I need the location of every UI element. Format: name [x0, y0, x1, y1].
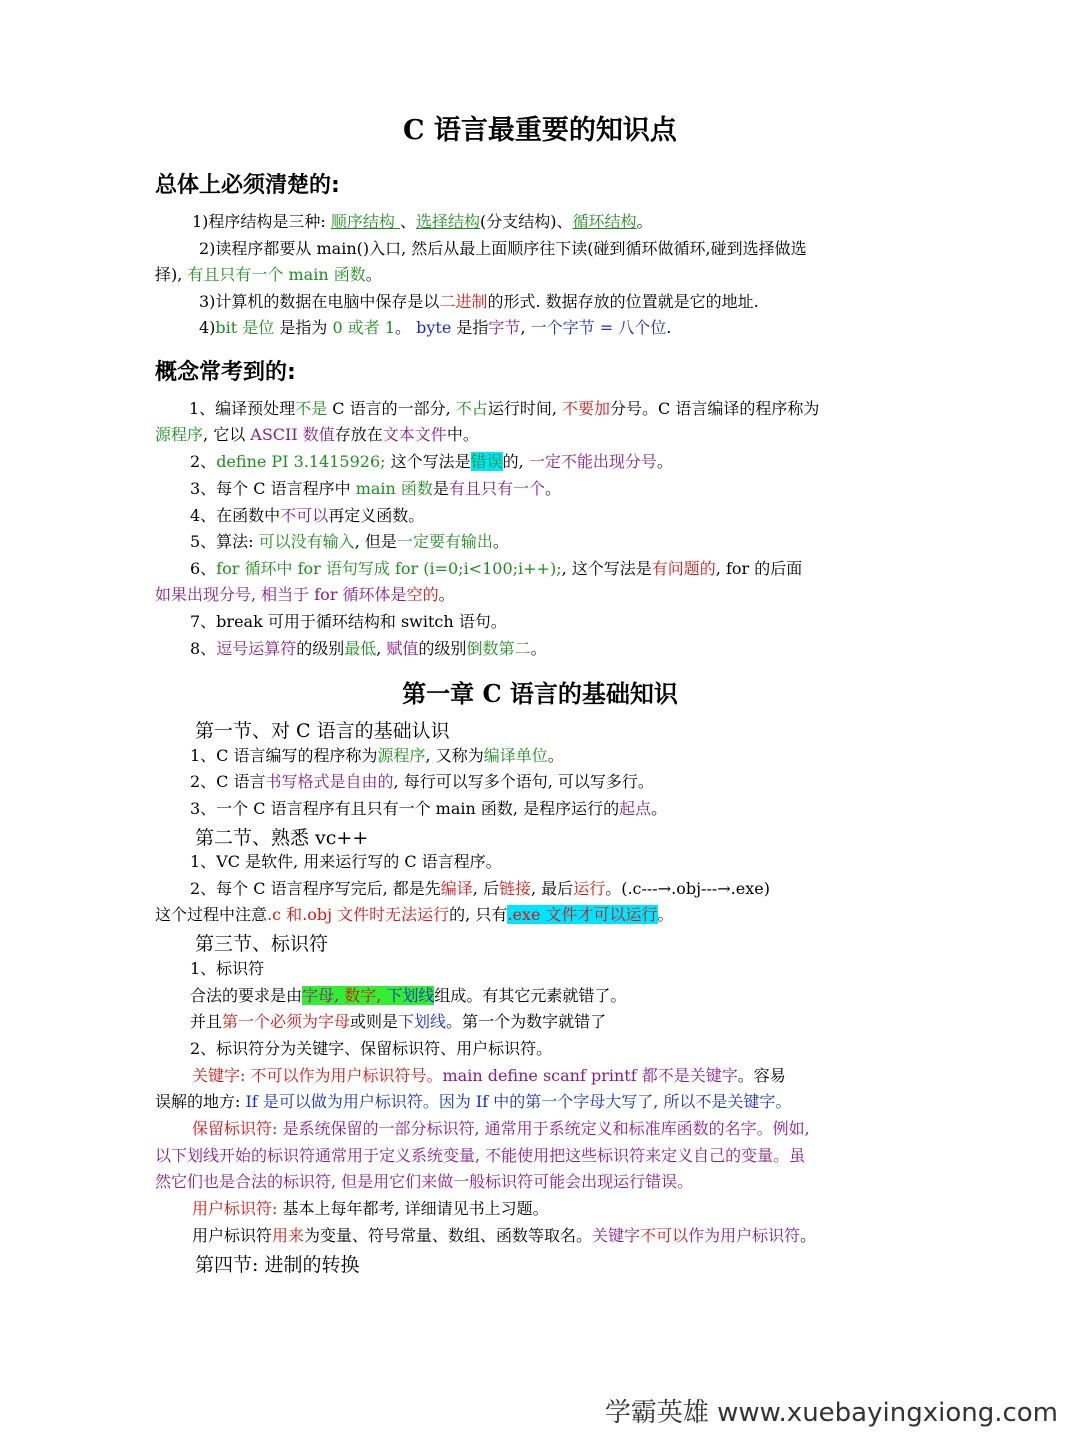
user-ident-line-2: 用户标识符用来为变量、符号常量、数组、函数等取名。关键字不可以作为用户标识符。 [192, 1226, 817, 1245]
reserved-line-1: 保留标识符: 是系统保留的一部分标识符, 通常用于系统定义和标准库函数的名字。例如, [192, 1119, 810, 1138]
overall-line-3: 3)计算机的数据在电脑中保存是以二进制的形式. 数据存放的位置就是它的地址. [199, 292, 759, 311]
concept-3: 3、每个 C 语言程序中 main 函数是有且只有一个。 [190, 479, 561, 498]
section-2-heading: 第二节、熟悉 vc++ [195, 827, 369, 849]
concept-1b: 源程序, 它以 ASCII 数值存放在文本文件中。 [155, 425, 479, 444]
section-4-heading: 第四节: 进制的转换 [195, 1254, 360, 1276]
s1-line-1: 1、C 语言编写的程序称为源程序, 又称为编译单位。 [190, 746, 564, 765]
concept-2: 2、define PI 3.1415926; 这个写法是错误的, 一定不能出现分号。 [190, 452, 673, 471]
chapter-1-heading: 第一章 C 语言的基础知识 [402, 679, 678, 708]
s3-line-2: 合法的要求是由字母, 数字, 下划线组成。有其它元素就错了。 [190, 986, 627, 1005]
concept-7: 7、break 可用于循环结构和 switch 语句。 [190, 612, 507, 631]
overall-line-2a: 2)读程序都要从 main()入口, 然后从最上面顺序往下读(碰到循环做循环,碰到选择做选 [199, 239, 807, 258]
watermark: 学霸英雄 www.xuebayingxiong.com [604, 1398, 1058, 1428]
section-1-heading: 第一节、对 C 语言的基础认识 [195, 720, 450, 742]
heading-concepts: 概念常考到的: [155, 360, 296, 385]
concept-6b: 如果出现分号, 相当于 for 循环体是空的。 [155, 585, 455, 604]
page-title: C 语言最重要的知识点 [403, 115, 677, 146]
concept-5: 5、算法: 可以没有输入, 但是一定要有输出。 [190, 532, 509, 551]
overall-line-2b: 择), 有且只有一个 main 函数。 [155, 265, 382, 284]
heading-overall: 总体上必须清楚的: [155, 173, 340, 198]
s2-line-1: 1、VC 是软件, 用来运行写的 C 语言程序。 [190, 852, 502, 871]
section-3-heading: 第三节、标识符 [195, 933, 329, 955]
s2-line-2a: 2、每个 C 语言程序写完后, 都是先编译, 后链接, 最后运行。(.c---→.obj---→.exe) [190, 879, 770, 898]
concept-1a: 1、编译预处理不是 C 语言的一部分, 不占运行时间, 不要加分号。C 语言编译的程序称为 [189, 399, 820, 418]
overall-line-4: 4)bit 是位 是指为 0 或者 1。 byte 是指字节, 一个字节 = 八个位. [199, 318, 672, 337]
concept-6a: 6、for 循环中 for 语句写成 for (i=0;i<100;i++);, 这个写法是有问题的, for 的后面 [190, 559, 803, 578]
reserved-line-2: 以下划线开始的标识符通常用于定义系统变量, 不能使用把这些标识符来定义自己的变量。虽 [155, 1146, 806, 1165]
keyword-line-1: 关键字: 不可以作为用户标识符号。main define scanf printf 都不是关键字。容易 [192, 1066, 786, 1085]
concept-4: 4、在函数中不可以再定义函数。 [190, 506, 425, 525]
reserved-line-3: 然它们也是合法的标识符, 但是用它们来做一般标识符可能会出现运行错误。 [155, 1172, 694, 1191]
s1-line-3: 3、一个 C 语言程序有且只有一个 main 函数, 是程序运行的起点。 [190, 799, 668, 818]
s1-line-2: 2、C 语言书写格式是自由的, 每行可以写多个语句, 可以写多行。 [190, 772, 654, 791]
keyword-line-2: 误解的地方: If 是可以做为用户标识符。因为 If 中的第一个字母大写了, 所以不是关键字。 [155, 1092, 792, 1111]
concept-8: 8、逗号运算符的级别最低, 赋值的级别倒数第二。 [190, 639, 547, 658]
s3-line-1: 1、标识符 [190, 959, 265, 978]
user-ident-line-1: 用户标识符: 基本上每年都考, 详细请见书上习题。 [192, 1199, 549, 1218]
s3-line-3: 并且第一个必须为字母或则是下划线。第一个为数字就错了 [190, 1012, 607, 1031]
s3-line-4: 2、标识符分为关键字、保留标识符、用户标识符。 [190, 1039, 553, 1058]
s2-line-2b: 这个过程中注意.c 和.obj 文件时无法运行的, 只有.exe 文件才可以运行。 [155, 905, 674, 924]
overall-line-1: 1)程序结构是三种: 顺序结构 、选择结构(分支结构)、循环结构。 [192, 212, 653, 231]
